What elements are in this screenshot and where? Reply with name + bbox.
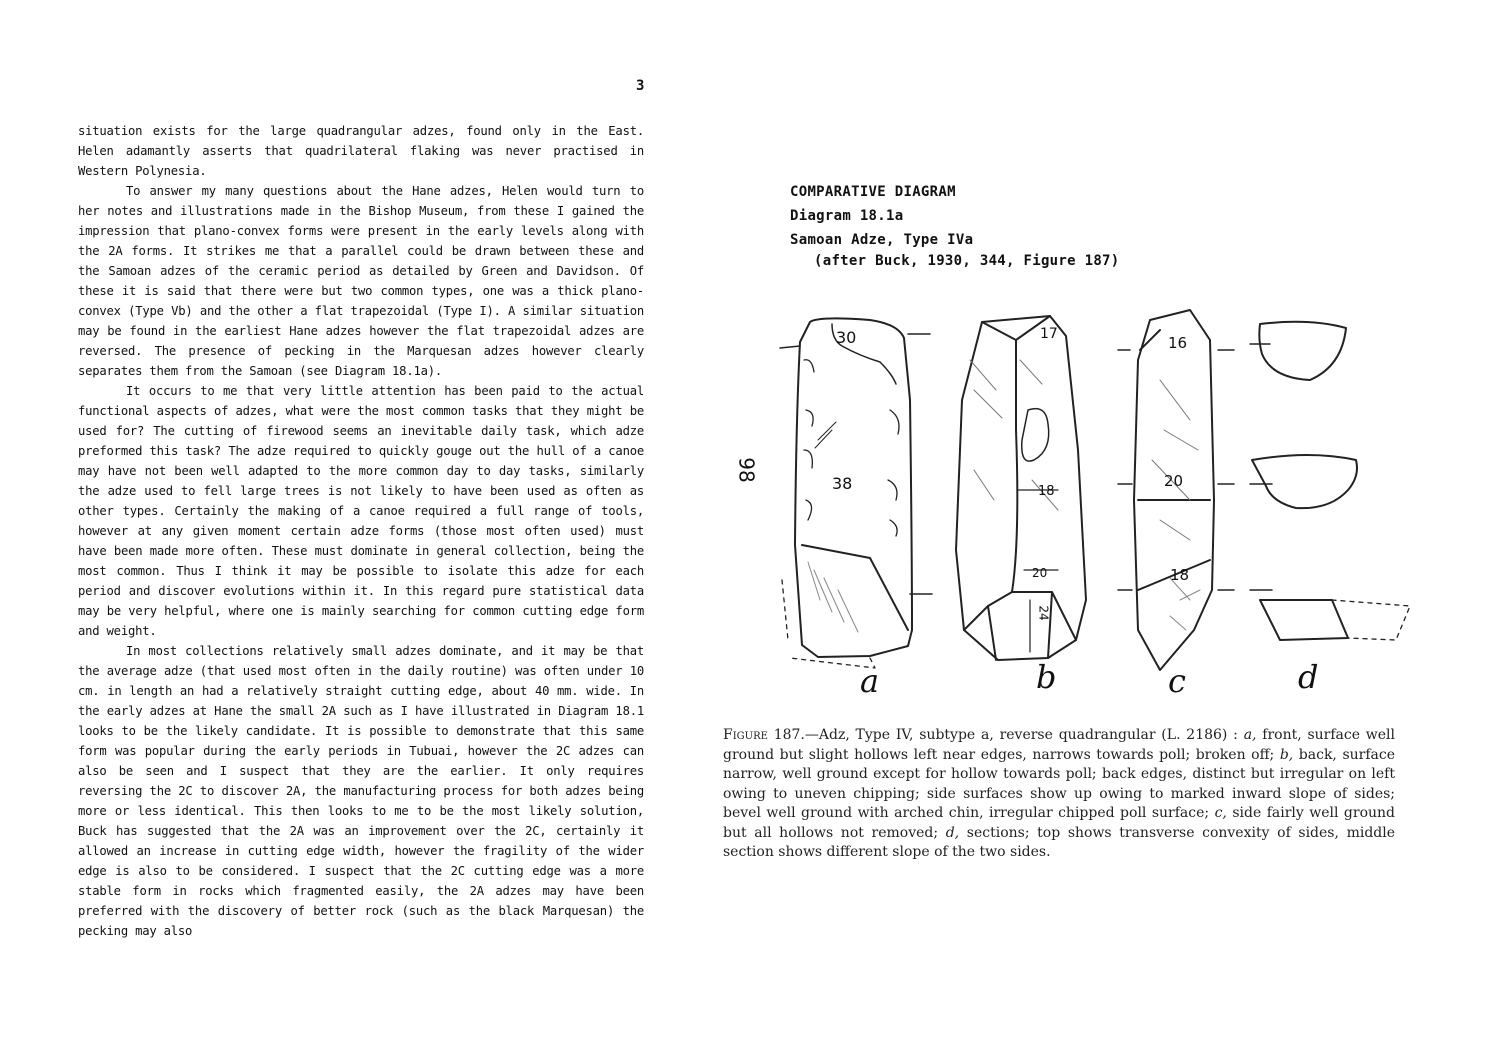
caption-text-1: —Adz, Type IV, subtype a, reverse quadrangular (L. 2186) : [804,727,1244,743]
measurement-b-mid: 18 [1038,484,1055,499]
measurement-c-low: 18 [1170,566,1190,584]
paragraph-4: In most collections relatively small adzes dominate, and it may be that the average adze (that used most often in the daily routine) was often under 10 cm. in length an had a relatively straight cutting edge, about 40 mm. wide. In the early adzes at Hane the small 2A such as I have illustrated in Diagram 18.1 looks to be the likely candidate. It is possible to demonstrate that this same form was popular during the early periods in Tubuai, however the 2C adzes can also be seen and I suspect that they are the earlier. It only requires reversing the 2C to discover 2A, the manufacturing process for both adzes being more or less identical. This then looks to me to be the most likely solution, Buck has suggested that the 2A was an improvement over the 2C, certainly it allowed an increase in cutting edge width, however the fragility of the wider edge is also to be considered. I suspect that the 2C cutting edge was a more stable form in rocks which fragmented easily, the 2A adzes may have been preferred with the discovery of better rock (such as the black Marquesan) the pecking may also [78,644,644,938]
caption-letter-c: c, [1214,805,1227,821]
measurement-b-bevel-len: 24 [1036,605,1051,621]
diagram-subject: Samoan Adze, Type IVa [790,232,974,248]
adze-sections-d [1252,322,1410,640]
caption-text-3: back, surface narrow, well ground except for hollow towards poll; back edges, distinct but irregular on left owing to uneven chipping; side surfaces show up owing to marked inward slope of sides; bevel well ground with arched chin, irregular chipped poll surface; [723,746,1395,821]
caption-letter-d: d, [945,824,960,841]
diagram-heading-block [790,182,1210,272]
page-number: 3 [636,78,645,94]
adze-figure [720,300,1420,710]
adze-drawing [720,300,1420,710]
paragraph-3: It occurs to me that very little attention has been paid to the actual functional aspects of adzes, what were the most common tasks that they might be used for? The cutting of firewood seems an inevitable daily task, which adze preformed this task? The adze required to quickly gouge out the hull of a canoe may have not been well adapted to the more common day to day tasks, similarly the adze used to fell large trees is not likely to have been used as often as other types. Certainly the making of a canoe required a full range of tools, however at any given moment certain adze forms (those most often used) must have been made more often. These must dominate in general collection, being the most common. Thus I think it may be possible to isolate this adze for each period and discover evolutions within it. In this regard pure statistical data may be very helpful, where one is mainly searching for common cutting edge form and weight. [78,384,644,638]
caption-letter-b: b, [1279,746,1294,763]
caption-letter-a: a, [1243,727,1257,743]
measurement-c-top: 16 [1168,334,1188,352]
diagram-number: Diagram 18.1a [790,208,904,224]
body-text [78,121,644,941]
view-label-a: a [860,662,880,700]
paragraph-2: To answer my many questions about the Hane adzes, Helen would turn to her notes and illustrations made in the Bishop Museum, from these I gained the impression that plano-convex forms were present in the early levels along with the 2A forms. It strikes me that a parallel could be drawn between these and the Samoan adzes of the ceramic period as detailed by Green and Davidson. Of these it is said that there were but two common types, one was a thick plano-convex (Type Vb) and the other a flat trapezoidal (Type I). A similar situation may be found in the earliest Hane adzes however the flat trapezoidal adzes are reversed. The presence of pecking in the Marquesan adzes however clearly separates them from the Samoan (see Diagram 18.1a). [78,184,644,378]
measurement-length: 98 [734,457,759,483]
adze-view-c [1118,310,1272,670]
diagram-source: (after Buck, 1930, 344, Figure 187) [814,253,1120,269]
adze-view-a [780,318,932,668]
caption-text-4: side fairly well ground but all hollows not removed; [723,805,1395,841]
view-label-b: b [1036,658,1057,696]
measurement-b-top: 17 [1040,326,1058,342]
diagram-heading: COMPARATIVE DIAGRAM [790,184,956,200]
caption-text-5: sections; top shows transverse convexity of sides, middle section shows different slope of the two sides. [723,824,1396,860]
figure-caption [723,726,1395,863]
measurement-c-mid: 20 [1164,472,1184,490]
view-label-c: c [1168,662,1186,700]
caption-figure-label: Figure 187. [723,727,805,743]
measurement-a-top: 30 [836,328,857,347]
view-label-d: d [1298,658,1319,696]
paragraph-1: situation exists for the large quadrangular adzes, found only in the East. Helen adamantly asserts that quadrilateral flaking was never practised in Western Polynesia. [78,124,644,178]
caption-text-2: front, surface well ground but slight hollows left near edges, narrows towards poll; broken off; [723,727,1396,763]
adze-view-b [956,316,1086,660]
measurement-a-mid: 38 [832,474,853,493]
measurement-b-bevel-top: 20 [1032,566,1048,580]
